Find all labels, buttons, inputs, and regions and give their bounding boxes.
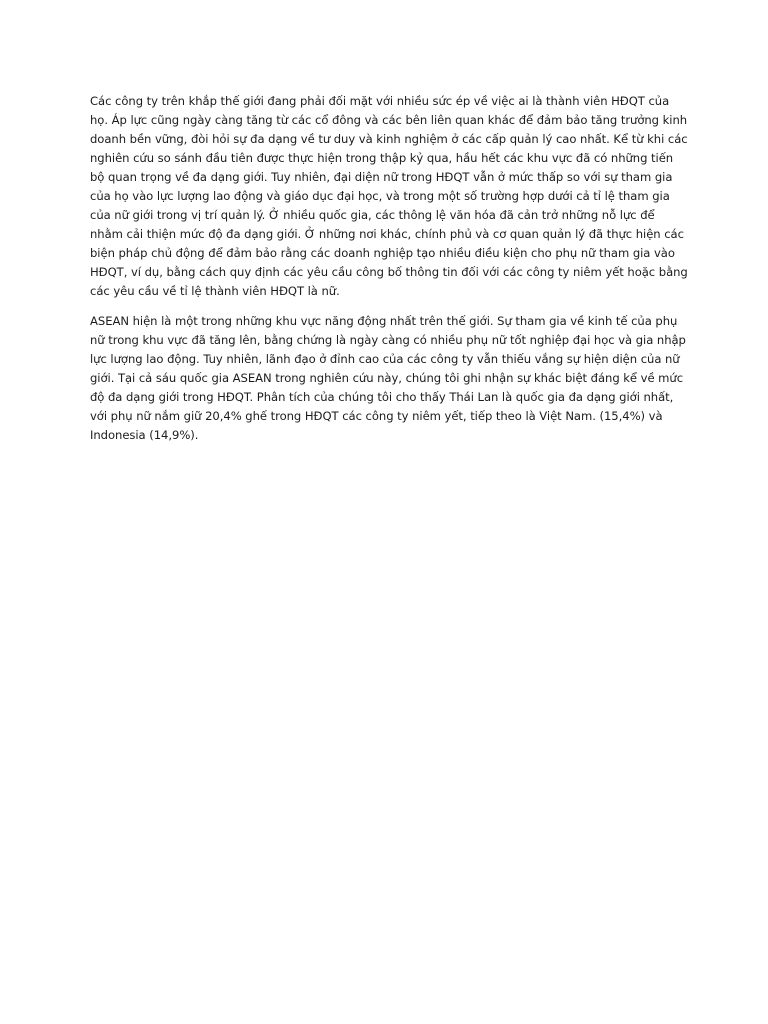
paragraph-asean-board-diversity: ASEAN hiện là một trong những khu vực năng động nhất trên thế giới. Sự tham gia về kinh tế của phụ nữ trong khu vực đã tăng lên, bằng chứng là ngày càng có nhiều phụ nữ tốt nghiệp đại học và gia nhập lực lượng lao động. Tuy nhiên, lãnh đạo ở đỉnh cao của các công ty vẫn thiếu vắng sự hiện diện của nữ giới. Tại cả sáu quốc gia ASEAN trong nghiên cứu này, chúng tôi ghi nhận sự khác biệt đáng kể về mức độ đa dạng giới trong HĐQT. Phân tích của chúng tôi cho thấy Thái Lan là quốc gia đa dạng giới nhất, với phụ nữ nắm giữ 20,4% ghế trong HĐQT các công ty niêm yết, tiếp theo là Việt Nam. (15,4%) và Indonesia (14,9%).: [90, 314, 686, 442]
document-body: [90, 92, 690, 456]
paragraph-board-diversity-global: Các công ty trên khắp thế giới đang phải đối mặt với nhiều sức ép về việc ai là thành viên HĐQT của họ. Áp lực cũng ngày càng tăng từ các cổ đông và các bên liên quan khác để đảm bảo tăng trưởng kinh doanh bền vững, đòi hỏi sự đa dạng về tư duy và kinh nghiệm ở các cấp quản lý cao nhất. Kể từ khi các nghiên cứu so sánh đầu tiên được thực hiện trong thập kỷ qua, hầu hết các khu vực đã có những tiến bộ quan trọng về đa dạng giới. Tuy nhiên, đại diện nữ trong HĐQT vẫn ở mức thấp so với sự tham gia của họ vào lực lượng lao động và giáo dục đại học, và trong một số trường hợp dưới cả tỉ lệ tham gia của nữ giới trong vị trí quản lý. Ở nhiều quốc gia, các thông lệ văn hóa đã cản trở những nỗ lực để nhằm cải thiện mức độ đa dạng giới. Ở những nơi khác, chính phủ và cơ quan quản lý đã thực hiện các biện pháp chủ động để đảm bảo rằng các doanh nghiệp tạo nhiều điều kiện cho phụ nữ tham gia vào HĐQT, ví dụ, bằng cách quy định các yêu cầu công bố thông tin đối với các công ty niêm yết hoặc bằng các yêu cầu về tỉ lệ thành viên HĐQT là nữ.: [90, 94, 688, 298]
